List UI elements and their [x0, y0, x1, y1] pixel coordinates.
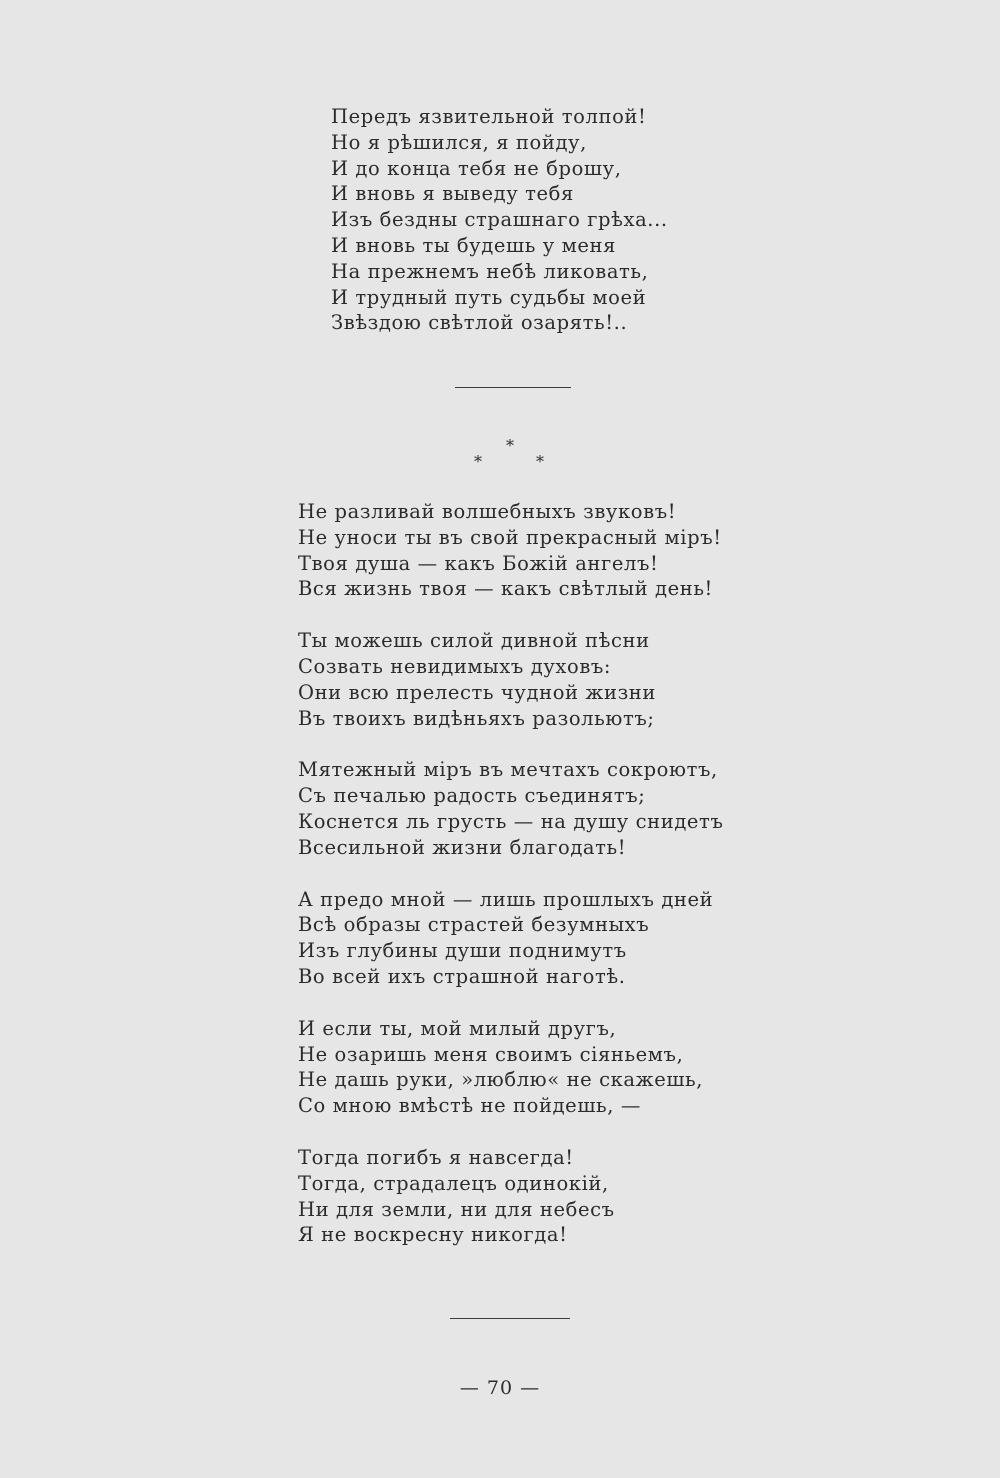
verse-line: Во всей ихъ страшной наготѣ.: [298, 964, 626, 988]
verse-line: Со мною вмѣстѣ не пойдешь, —: [298, 1094, 641, 1118]
verse-line: А предо мной — лишь прошлыхъ дней: [298, 887, 714, 911]
verse-line: Всесильной жизни благодать!: [298, 835, 627, 859]
verse-line: Всѣ образы страстей безумныхъ: [298, 913, 650, 937]
verse-line: Я не воскресну никогда!: [298, 1223, 568, 1247]
stanza: [298, 499, 723, 602]
verse-line: И вновь я выведу тебя: [331, 182, 574, 206]
verse-line: Но я рѣшился, я пойду,: [331, 130, 587, 154]
verse-line: Передъ язвительной толпой!: [331, 105, 647, 128]
verse-line: Ни для земли, ни для небесъ: [298, 1197, 615, 1221]
verse-line: Мятежный міръ въ мечтахъ сокроютъ,: [298, 758, 718, 782]
verse-line: И если ты, мой милый другъ,: [298, 1016, 617, 1040]
verse-line: Ты можешь силой дивной пѣсни: [298, 629, 650, 653]
verse-line: Изъ бездны страшнаго грѣха...: [331, 208, 668, 232]
verse-line: На прежнемъ небѣ ликовать,: [331, 259, 649, 283]
stanza: [298, 757, 723, 860]
verse-line: Не дашь руки, »люблю« не скажешь,: [298, 1068, 704, 1092]
asterisk-icon: *: [474, 452, 482, 471]
stanza: [298, 1145, 723, 1248]
verse-line: Вся жизнь твоя — какъ свѣтлый день!: [298, 577, 713, 601]
section-divider: [450, 1318, 570, 1319]
verse-line: Они всю прелесть чудной жизни: [298, 680, 656, 704]
verse-line: Коснется ль грусть — на душу снидетъ: [298, 809, 724, 833]
section-divider: [455, 387, 571, 388]
asterisk-icon: *: [506, 436, 514, 455]
stanza: [298, 887, 723, 990]
stanza: [298, 1016, 723, 1119]
stanza: [298, 628, 723, 731]
verse-line: Съ печалью радость съединятъ;: [298, 784, 646, 808]
asterisk-icon: *: [536, 452, 544, 471]
verse-line: Изъ глубины души поднимутъ: [298, 939, 627, 963]
verse-line: Звѣздою свѣтлой озарять!..: [331, 311, 628, 335]
verse-line: И вновь ты будешь у меня: [331, 233, 617, 257]
verse-line: Тогда погибъ я навсегда!: [298, 1145, 574, 1169]
verse-line: Созвать невидимыхъ духовъ:: [298, 654, 612, 678]
verse-line: И трудный путь судьбы моей: [331, 285, 647, 309]
poem-continued: [331, 104, 668, 336]
verse-line: Не уноси ты въ свой прекрасный міръ!: [298, 525, 722, 549]
page-number: — 70 —: [459, 1377, 541, 1399]
verse-line: Не озаришь меня своимъ сіяньемъ,: [298, 1042, 684, 1066]
verse-line: Тогда, страдалецъ одинокій,: [298, 1171, 609, 1195]
verse-line: Въ твоихъ видѣньяхъ разольютъ;: [298, 706, 655, 730]
verse-line: И до конца тебя не брошу,: [331, 156, 622, 180]
verse-line: Не разливай волшебныхъ звуковъ!: [298, 500, 677, 523]
poem: [298, 499, 723, 1274]
asterism-separator: [470, 436, 560, 476]
verse-line: Твоя душа — какъ Божій ангелъ!: [298, 551, 659, 575]
